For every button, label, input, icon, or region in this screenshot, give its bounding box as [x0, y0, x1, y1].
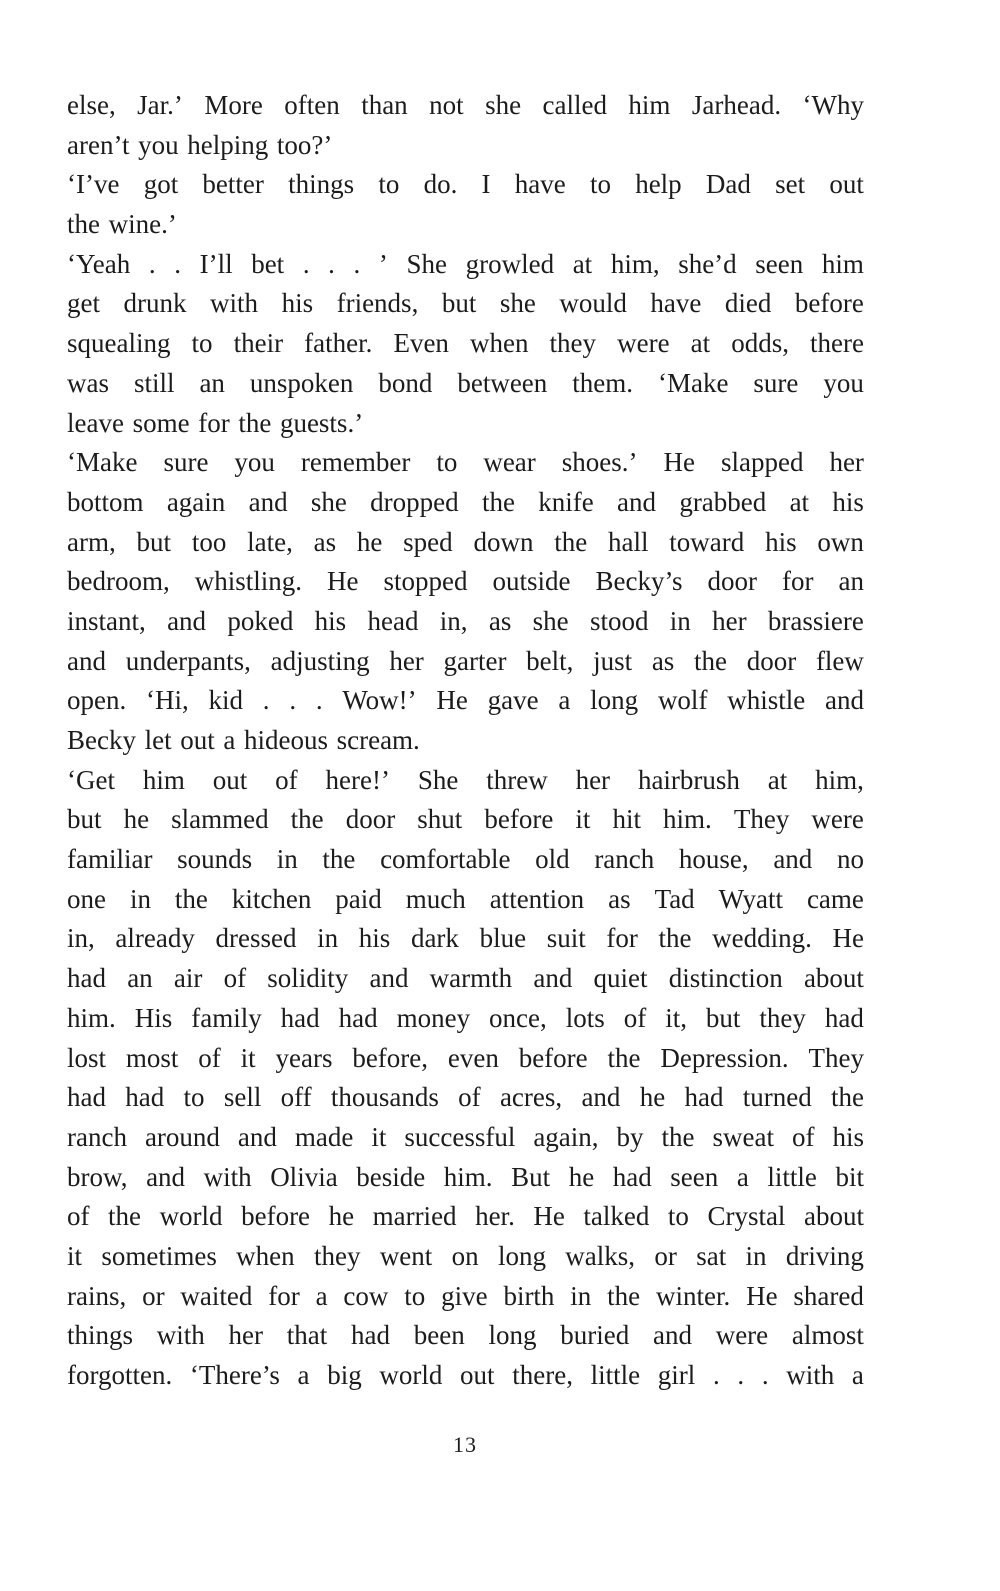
text-line: bottom again and she dropped the knife and grabbed at his	[67, 486, 864, 517]
text-line: rains, or waited for a cow to give birth in the winter. He shared	[67, 1280, 864, 1311]
text-line: brow, and with Olivia beside him. But he had seen a little bit	[67, 1161, 864, 1192]
text-line: was still an unspoken bond between them. ‘Make sure you	[67, 367, 864, 398]
text-line: forgotten. ‘There’s a big world out there, little girl . . . with a	[67, 1360, 864, 1390]
text-line: ‘I’ve got better things to do. I have to help Dad set out	[67, 169, 864, 200]
text-line: Becky let out a hideous scream.	[67, 725, 420, 755]
text-line: arm, but too late, as he sped down the hall toward his own	[67, 526, 864, 557]
text-line: get drunk with his friends, but she would have died before	[67, 288, 864, 319]
text-line: and underpants, adjusting her garter belt, just as the door flew	[67, 645, 864, 676]
text-line: had had to sell off thousands of acres, and he had turned the	[67, 1082, 864, 1113]
page-number: 13	[453, 1432, 477, 1457]
text-line: ‘Get him out of here!’ She threw her hairbrush at him,	[67, 764, 864, 795]
text-line: ranch around and made it successful again, by the sweat of his	[67, 1121, 864, 1152]
text-line: squealing to their father. Even when they were at odds, there	[67, 328, 864, 359]
text-line: instant, and poked his head in, as she stood in her brassiere	[67, 605, 864, 636]
text-line: in, already dressed in his dark blue suit for the wedding. He	[67, 923, 864, 954]
text-line: things with her that had been long buried and were almost	[67, 1320, 864, 1351]
text-line: it sometimes when they went on long walks, or sat in driving	[67, 1240, 864, 1271]
text-line: the wine.’	[67, 209, 177, 240]
text-line: of the world before he married her. He talked to Crystal about	[67, 1201, 864, 1232]
text-line: aren’t you helping too?’	[67, 129, 333, 160]
text-line: lost most of it years before, even before the Depression. They	[67, 1042, 864, 1073]
text-line: else, Jar.’ More often than not she called him Jarhead. ‘Why	[67, 90, 864, 120]
text-line: but he slammed the door shut before it hit him. They were	[67, 804, 864, 835]
text-line: him. His family had had money once, lots of it, but they had	[67, 1002, 864, 1033]
text-line: ‘Yeah . . I’ll bet . . . ’ She growled at him, she’d seen him	[67, 248, 864, 279]
text-line: leave some for the guests.’	[67, 407, 364, 438]
body-text	[67, 86, 864, 1396]
text-line: one in the kitchen paid much attention as Tad Wyatt came	[67, 883, 864, 914]
text-line: open. ‘Hi, kid . . . Wow!’ He gave a long wolf whistle and	[67, 685, 864, 716]
text-line: had an air of solidity and warmth and quiet distinction about	[67, 963, 864, 994]
text-line: familiar sounds in the comfortable old ranch house, and no	[67, 844, 864, 875]
text-line: ‘Make sure you remember to wear shoes.’ He slapped her	[67, 447, 864, 478]
text-line: bedroom, whistling. He stopped outside Becky’s door for an	[67, 566, 864, 597]
